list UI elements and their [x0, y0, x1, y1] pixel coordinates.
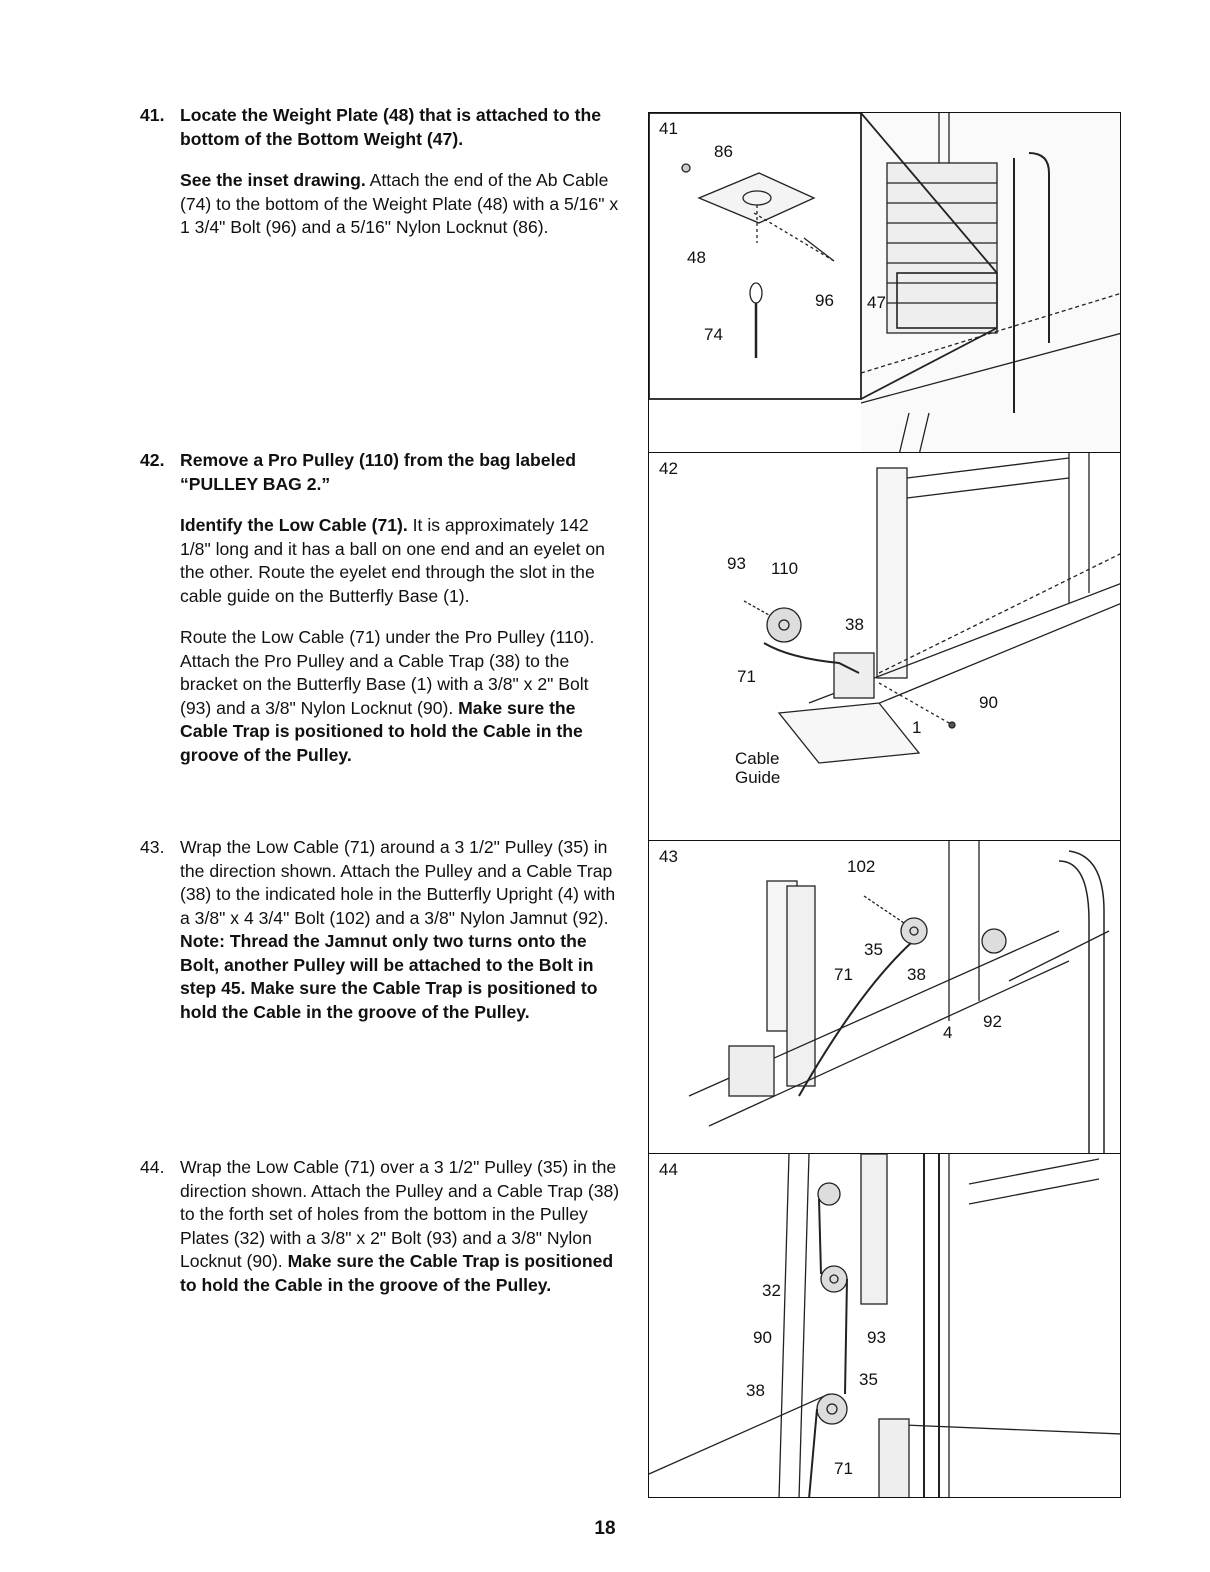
callout-71: 71 [737, 667, 756, 686]
figure-44-drawing [649, 1154, 1121, 1498]
callout-102: 102 [847, 857, 876, 876]
callout-110: 110 [771, 559, 799, 578]
figure-label: 41 [659, 119, 678, 138]
figure-label: 42 [659, 459, 678, 478]
step-paragraph: Identify the Low Cable (71). It is approximately 142 1/8" long and it has a ball on one end and an eyelet on the other. Route the eyelet end through the slot in the cable guide on the Butterfly Base (1). [180, 515, 605, 606]
pro-pulley-part [744, 601, 801, 642]
callout-71: 71 [834, 1459, 853, 1478]
callout-32: 32 [762, 1281, 781, 1300]
callout-38: 38 [845, 615, 864, 634]
butterfly-base-illustration [779, 453, 1121, 763]
figure-43 [648, 840, 1121, 1155]
step-paragraph: Wrap the Low Cable (71) around a 3 1/2" Pulley (35) in the direction shown. Attach the Pulley and a Cable Trap (38) to the indicated hole in the Butterfly Upright (4) with a 3/8" x 4 3/4" Bolt (102) and a 3/8" Nylon Jamnut (92). Note: Thread the Jamnut only two turns onto the Bolt, another Pulley will be attached to the Bolt in step 45. Make sure the Cable Trap is positioned to hold the Cable in the groove of the Pulley. [180, 837, 616, 1022]
callout-71: 71 [834, 965, 853, 984]
step-44 [140, 1156, 620, 1315]
figure-42 [648, 452, 1121, 842]
step-41 [140, 104, 620, 258]
callout-48: 48 [687, 248, 706, 267]
callout-35: 35 [859, 1370, 878, 1389]
low-cable [799, 943, 911, 1096]
page-number: 18 [594, 1518, 616, 1539]
low-cable [809, 1199, 847, 1498]
callout-90: 90 [979, 693, 998, 712]
callout-4: 4 [943, 1023, 953, 1042]
step-43 [140, 836, 620, 1042]
pulley-35-part [864, 896, 1006, 953]
callout-38: 38 [746, 1381, 765, 1400]
butterfly-upright-illustration [689, 841, 1109, 1155]
step-number: 42. [140, 450, 165, 470]
callout-1: 1 [912, 718, 922, 737]
callout-47: 47 [867, 293, 886, 312]
callout-93: 93 [867, 1328, 886, 1347]
callout-90: 90 [753, 1328, 772, 1347]
callout-35: 35 [864, 940, 883, 959]
step-number: 44. [140, 1157, 165, 1177]
step-paragraph: Wrap the Low Cable (71) over a 3 1/2" Pulley (35) in the direction shown. Attach the Pulley and a Cable Trap (38) to the forth set of holes from the bottom in the Pulley Plates (32) with a 3/8" x 2" Bolt (93) and a 3/8" Nylon Locknut (90). Make sure the Cable Trap is positioned to hold the Cable in the groove of the Pulley. [180, 1157, 620, 1295]
step-paragraph: See the inset drawing. Attach the end of the Ab Cable (74) to the bottom of the Weight Plate (48) with a 5/16" x 1 3/4" Bolt (96) and a 5/16" Nylon Locknut (86). [180, 170, 619, 237]
figure-41 [648, 112, 1121, 454]
step-number: 41. [140, 105, 165, 125]
step-paragraph: Route the Low Cable (71) under the Pro Pulley (110). Attach the Pro Pulley and a Cable Trap (38) to the bracket on the Butterfly Base (1) with a 3/8" x 2" Bolt (93) and a 3/8" Nylon Locknut (90). Make sure the Cable Trap is positioned to hold the Cable in the groove of the Pulley. [180, 627, 595, 765]
figure-41-drawing [649, 113, 1121, 454]
figure-label: 44 [659, 1160, 678, 1179]
callout-74: 74 [704, 325, 723, 344]
figure-label: 43 [659, 847, 678, 866]
step-heading: Remove a Pro Pulley (110) from the bag labeled “PULLEY BAG 2.” [180, 450, 576, 494]
callout-92: 92 [983, 1012, 1002, 1031]
step-heading: Locate the Weight Plate (48) that is attached to the bottom of the Bottom Weight (47). [180, 105, 602, 149]
figure-44 [648, 1153, 1121, 1498]
callout-86: 86 [714, 142, 733, 161]
callout-cable-guide: Cable Guide [735, 749, 781, 787]
pulley-plates-illustration [649, 1154, 1121, 1498]
callout-93: 93 [727, 554, 746, 573]
step-number: 43. [140, 837, 165, 857]
pulley-35-part [817, 1183, 847, 1424]
callout-96: 96 [815, 291, 834, 310]
figure-42-drawing [649, 453, 1121, 842]
figure-43-drawing [649, 841, 1121, 1155]
callout-38: 38 [907, 965, 926, 984]
step-42 [140, 449, 620, 785]
